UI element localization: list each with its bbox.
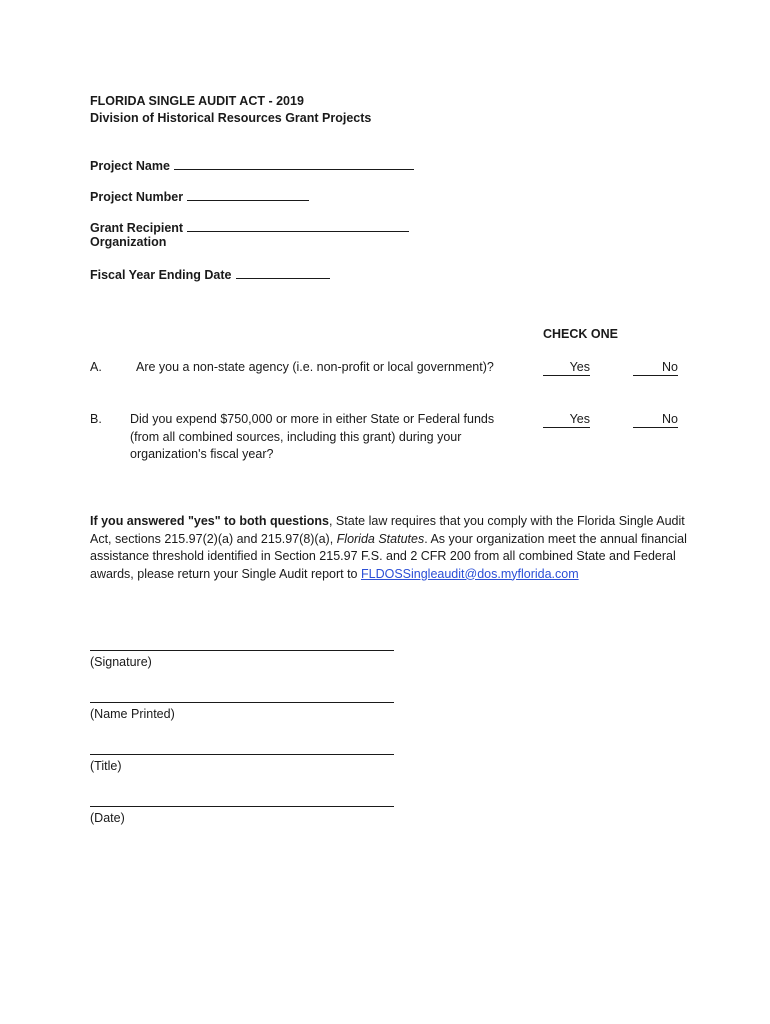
title-line[interactable] [90, 754, 394, 755]
title-label: (Title) [90, 759, 122, 773]
fiscal-year-row [90, 265, 330, 284]
question-b-no-option[interactable]: No [633, 411, 678, 428]
project-number-label: Project Number [90, 190, 184, 204]
question-b-letter: B. [90, 412, 102, 426]
question-a-yes-option[interactable]: Yes [543, 359, 590, 376]
project-number-field[interactable] [187, 187, 309, 201]
date-label: (Date) [90, 811, 125, 825]
question-b-text: Did you expend $750,000 or more in either State or Federal funds (from all combined sources, including this grant) during your organization's fiscal year? [130, 412, 495, 461]
notice-text-2: . As your organization meet the annual financial assistance threshold identified in Section 215.97 F.S. and 2 CFR 200 from all combined State and Federal awards, please return your Single Audit report to [90, 531, 687, 581]
form-title: FLORIDA SINGLE AUDIT ACT - 2019 [90, 94, 304, 108]
project-name-field[interactable] [174, 156, 414, 170]
question-a-letter: A. [90, 360, 102, 374]
fiscal-year-field[interactable] [236, 265, 330, 279]
project-name-label: Project Name [90, 159, 170, 173]
grant-recipient-field[interactable] [187, 218, 409, 232]
signature-label: (Signature) [90, 655, 152, 669]
name-printed-line[interactable] [90, 702, 394, 703]
name-printed-label: (Name Printed) [90, 707, 175, 721]
project-number-row [90, 187, 309, 206]
notice-statutes: Florida Statutes [336, 531, 425, 546]
question-a-text: Are you a non-state agency (i.e. non-profit or local government)? [136, 360, 494, 374]
grant-recipient-label-2: Organization [90, 235, 167, 249]
check-one-heading: CHECK ONE [543, 327, 619, 341]
notice-bold-lead: If you answered "yes" to both questions [90, 514, 329, 528]
compliance-notice [90, 513, 700, 583]
date-line[interactable] [90, 806, 394, 807]
signature-line[interactable] [90, 650, 394, 651]
fiscal-year-label: Fiscal Year Ending Date [90, 268, 232, 282]
question-a-no-option[interactable]: No [633, 359, 678, 376]
grant-recipient-label: Grant Recipient [90, 221, 184, 235]
question-b-yes-option[interactable]: Yes [543, 411, 590, 428]
email-link[interactable]: FLDOSSingleaudit@dos.myflorida.com [360, 566, 579, 581]
form-subtitle: Division of Historical Resources Grant Projects [90, 111, 372, 125]
notice-text-1: , State law requires that you comply with the Florida Single Audit Act, sections 215.97(2)(a) and 215.97(8)(a), [90, 514, 685, 546]
project-name-row [90, 156, 414, 175]
